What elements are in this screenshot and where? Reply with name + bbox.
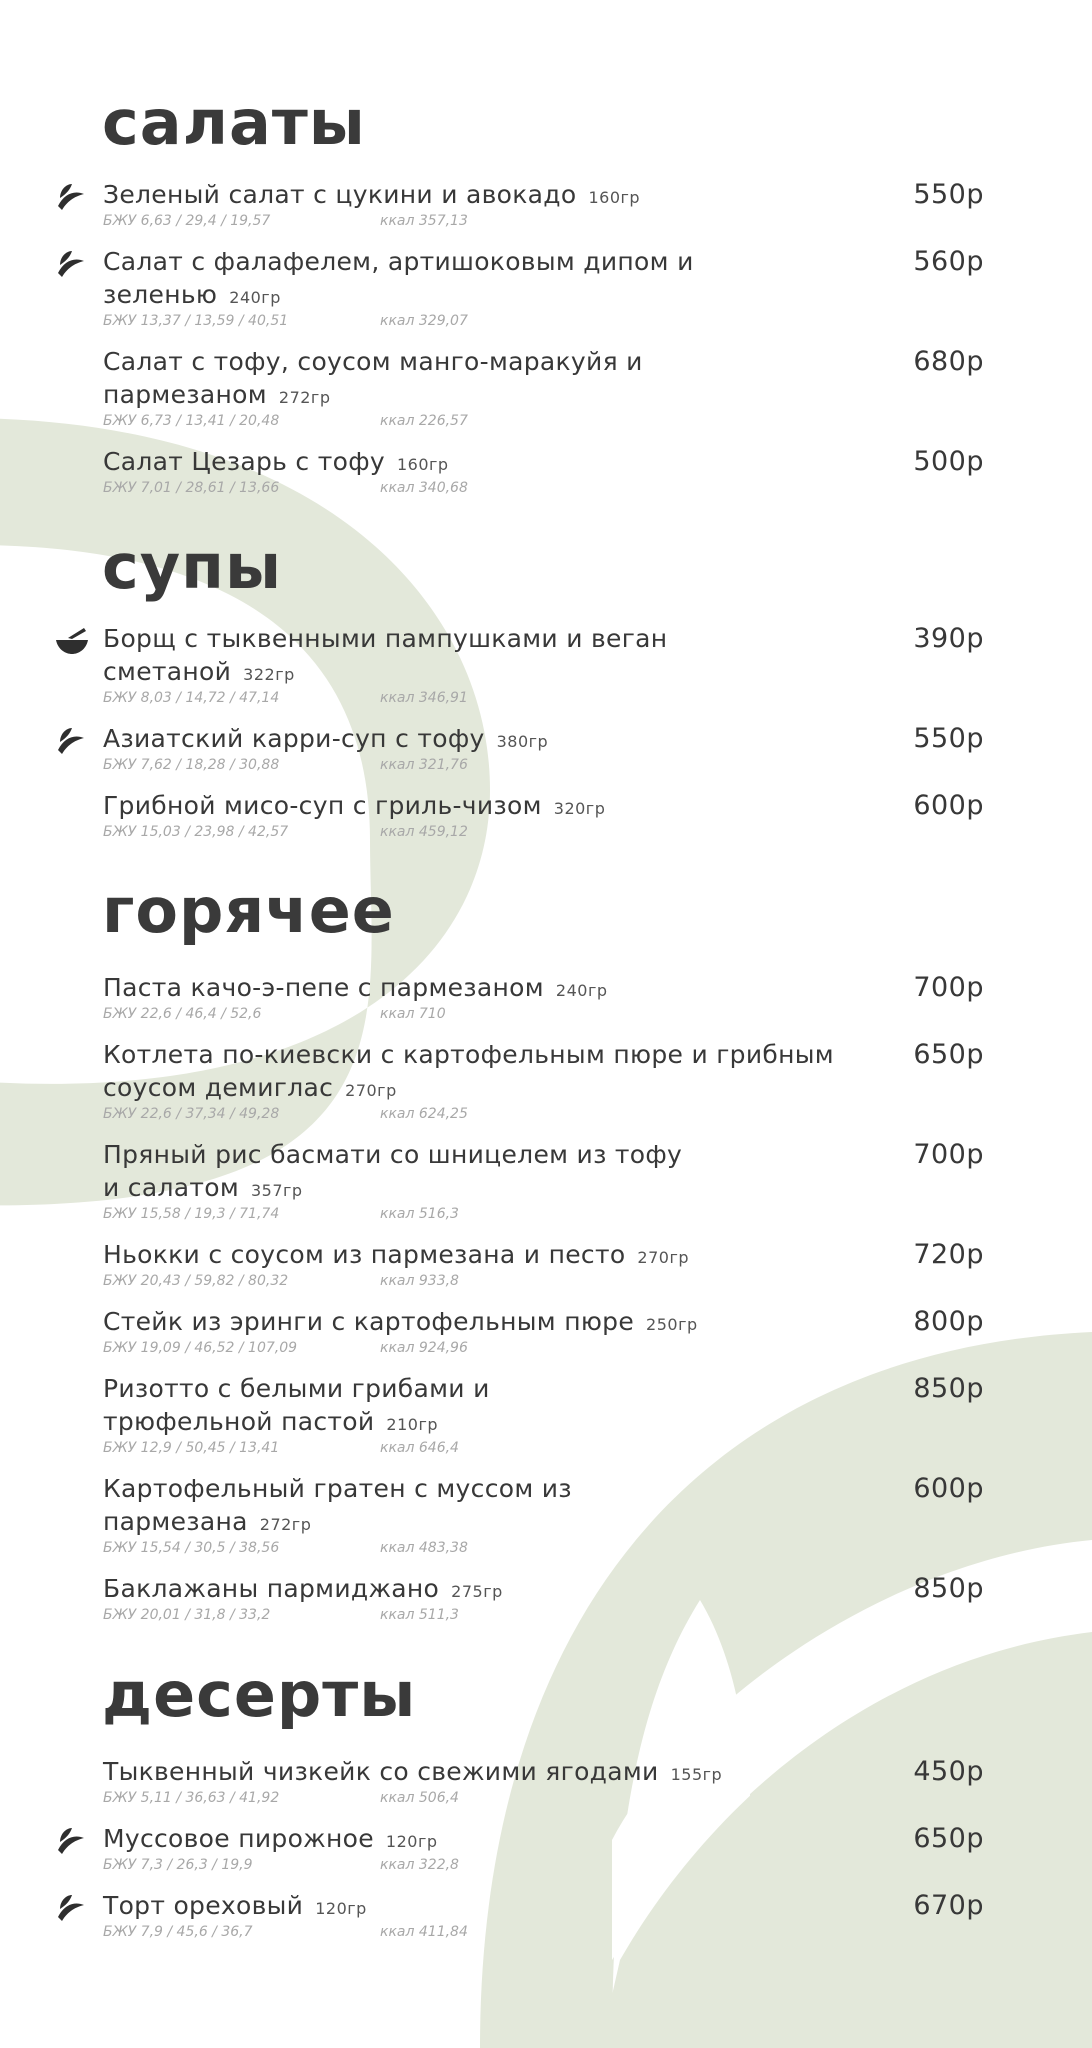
item-bju: БЖУ 7,62 / 18,28 / 30,88 [103, 757, 280, 773]
leaf-icon [54, 180, 90, 216]
item-bju: БЖУ 15,03 / 23,98 / 42,57 [103, 824, 289, 840]
item-bju: БЖУ 20,43 / 59,82 / 80,32 [103, 1273, 289, 1289]
item-weight: 272гр [259, 1515, 312, 1534]
leaf-icon [54, 1891, 90, 1927]
item-price: 850р [913, 1373, 984, 1404]
item-bju: БЖУ 5,11 / 36,63 / 41,92 [103, 1790, 280, 1806]
item-kcal: ккал 924,96 [380, 1340, 468, 1356]
item-price: 670р [913, 1890, 984, 1921]
item-kcal: ккал 506,4 [380, 1790, 459, 1806]
section-title: салаты [102, 86, 366, 159]
item-weight: 320гр [553, 799, 606, 818]
item-name: Салат Цезарь с тофу [103, 447, 385, 476]
item-price: 560р [913, 246, 984, 277]
item-weight: 322гр [243, 665, 295, 684]
item-price: 650р [913, 1039, 984, 1070]
item-name: Паста качо-э-пепе с пармезаном [103, 973, 544, 1002]
leaf-icon [54, 247, 90, 283]
item-price: 700р [913, 972, 984, 1003]
item-kcal: ккал 710 [380, 1006, 446, 1022]
item-bju: БЖУ 19,09 / 46,52 / 107,09 [103, 1340, 298, 1356]
item-bju: БЖУ 15,58 / 19,3 / 71,74 [103, 1206, 280, 1222]
item-bju: БЖУ 8,03 / 14,72 / 47,14 [103, 690, 280, 706]
item-price: 650р [913, 1823, 984, 1854]
item-price: 550р [913, 723, 984, 754]
item-weight: 272гр [278, 388, 331, 407]
item-weight: 250гр [646, 1315, 698, 1334]
item-kcal: ккал 340,68 [380, 480, 468, 496]
item-bju: БЖУ 12,9 / 50,45 / 13,41 [103, 1440, 280, 1456]
item-price: 680р [913, 346, 984, 377]
item-name: Ризотто с белыми грибами и трюфельной пастой [103, 1374, 490, 1436]
item-weight: 275гр [451, 1582, 503, 1601]
item-kcal: ккал 226,57 [380, 413, 468, 429]
item-price: 700р [913, 1139, 984, 1170]
item-bju: БЖУ 6,73 / 13,41 / 20,48 [103, 413, 280, 429]
item-weight: 380гр [496, 732, 549, 751]
item-name: Стейк из эринги с картофельным пюре [103, 1307, 635, 1336]
item-name: Баклажаны пармиджано [103, 1574, 440, 1603]
item-kcal: ккал 459,12 [380, 824, 468, 840]
item-name: Картофельный гратен с муссом из пармезана [103, 1474, 572, 1536]
item-bju: БЖУ 13,37 / 13,59 / 40,51 [103, 313, 289, 329]
item-kcal: ккал 933,8 [380, 1273, 459, 1289]
item-name: Грибной мисо-суп с гриль-чизом [103, 791, 542, 820]
item-weight: 270гр [345, 1081, 397, 1100]
item-name: Ньокки с соусом из пармезана и песто [103, 1240, 626, 1269]
section-title: горячее [102, 874, 395, 947]
mortar-icon [54, 624, 90, 660]
item-name: Пряный рис басмати со шницелем из тофу и салатом [103, 1140, 683, 1202]
leaf-icon [54, 724, 90, 760]
item-price: 550р [913, 179, 984, 210]
item-price: 800р [913, 1306, 984, 1337]
item-weight: 240гр [555, 981, 608, 1000]
item-name: Котлета по-киевски с картофельным пюре и грибным соусом демиглас [103, 1040, 834, 1102]
item-price: 850р [913, 1573, 984, 1604]
item-price: 500р [913, 446, 984, 477]
item-kcal: ккал 511,3 [380, 1607, 459, 1623]
item-price: 390р [913, 623, 984, 654]
item-kcal: ккал 411,84 [380, 1924, 468, 1940]
item-name: Муссовое пирожное [103, 1824, 374, 1853]
item-name: Салат с фалафелем, артишоковым дипом и зеленью [103, 247, 694, 309]
leaf-icon [54, 1824, 90, 1860]
item-kcal: ккал 483,38 [380, 1540, 468, 1556]
item-weight: 120гр [385, 1832, 438, 1851]
item-kcal: ккал 322,8 [380, 1857, 459, 1873]
item-name: Зеленый салат с цукини и авокадо [103, 180, 577, 209]
item-price: 720р [913, 1239, 984, 1270]
item-kcal: ккал 357,13 [380, 213, 468, 229]
item-bju: БЖУ 7,01 / 28,61 / 13,66 [103, 480, 280, 496]
item-weight: 357гр [250, 1181, 303, 1200]
section-title: десерты [102, 1658, 417, 1731]
item-kcal: ккал 321,76 [380, 757, 468, 773]
item-bju: БЖУ 7,9 / 45,6 / 36,7 [103, 1924, 253, 1940]
item-bju: БЖУ 15,54 / 30,5 / 38,56 [103, 1540, 280, 1556]
item-bju: БЖУ 7,3 / 26,3 / 19,9 [103, 1857, 253, 1873]
item-price: 600р [913, 1473, 984, 1504]
item-bju: БЖУ 22,6 / 46,4 / 52,6 [103, 1006, 262, 1022]
item-price: 600р [913, 790, 984, 821]
item-bju: БЖУ 20,01 / 31,8 / 33,2 [103, 1607, 271, 1623]
item-name: Салат с тофу, соусом манго-маракуйя и пармезаном [103, 347, 643, 409]
item-weight: 160гр [396, 455, 449, 474]
item-name: Тыквенный чизкейк со свежими ягодами [103, 1757, 659, 1786]
item-weight: 270гр [637, 1248, 690, 1267]
item-weight: 210гр [386, 1415, 439, 1434]
item-bju: БЖУ 22,6 / 37,34 / 49,28 [103, 1106, 280, 1122]
item-kcal: ккал 516,3 [380, 1206, 459, 1222]
item-weight: 120гр [315, 1899, 367, 1918]
item-kcal: ккал 346,91 [380, 690, 468, 706]
item-weight: 155гр [670, 1765, 723, 1784]
item-name: Торт ореховый [103, 1891, 304, 1920]
item-kcal: ккал 329,07 [380, 313, 468, 329]
item-kcal: ккал 646,4 [380, 1440, 459, 1456]
item-name: Азиатский карри-суп с тофу [103, 724, 485, 753]
item-price: 450р [913, 1756, 984, 1787]
item-weight: 160гр [588, 188, 641, 207]
item-name: Борщ с тыквенными пампушками и веган сметаной [103, 624, 668, 686]
section-title: супы [102, 530, 283, 603]
item-bju: БЖУ 6,63 / 29,4 / 19,57 [103, 213, 271, 229]
item-weight: 240гр [229, 288, 281, 307]
item-kcal: ккал 624,25 [380, 1106, 468, 1122]
